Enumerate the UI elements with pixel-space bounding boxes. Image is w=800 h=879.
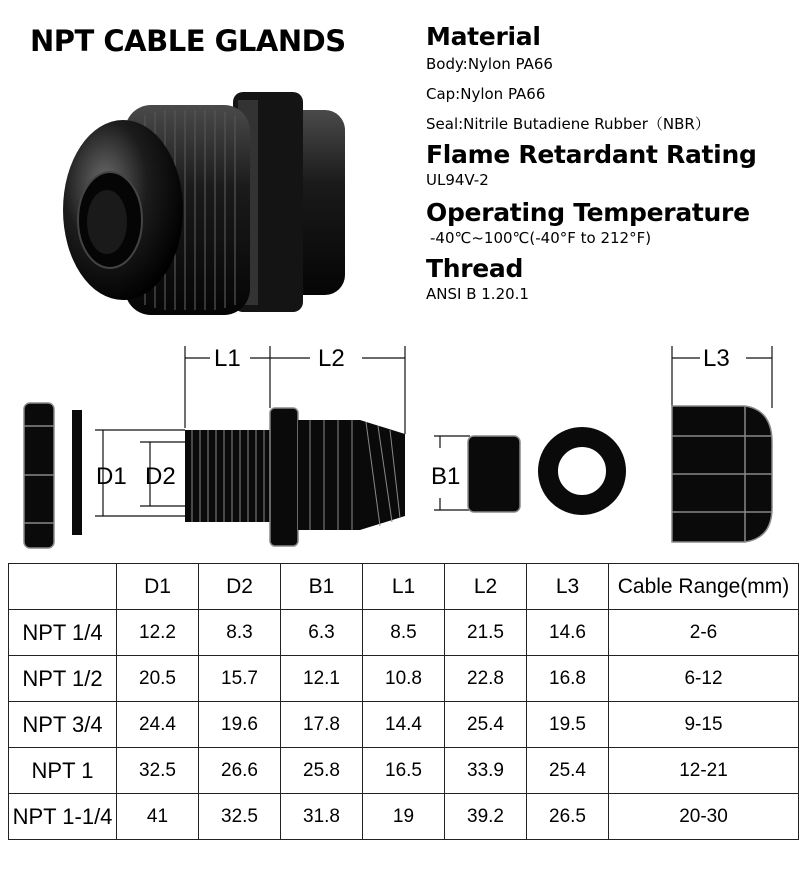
dimension-diagram: [0, 338, 800, 553]
table-cell: 39.2: [445, 794, 527, 840]
row-label: NPT 1/4: [9, 610, 117, 656]
table-row: [9, 748, 799, 794]
row-label: NPT 3/4: [9, 702, 117, 748]
table-cell: 14.6: [527, 610, 609, 656]
material-cap: Cap:Nylon PA66: [426, 85, 546, 103]
flame-heading: Flame Retardant Rating: [426, 140, 757, 169]
l2-label: L2: [318, 345, 345, 372]
temperature-value: -40℃~100℃(-40°F to 212°F): [430, 229, 652, 247]
material-body: Body:Nylon PA66: [426, 55, 553, 73]
seal-bar: [72, 410, 82, 535]
header-cell: B1: [281, 564, 363, 610]
table-cell: 12.2: [117, 610, 199, 656]
gland-clamp-fingers: [298, 420, 405, 530]
gland-body-thread: [185, 430, 270, 522]
table-cell: 8.5: [363, 610, 445, 656]
header-cell: D2: [199, 564, 281, 610]
row-label: NPT 1: [9, 748, 117, 794]
l1-label: L1: [214, 345, 241, 372]
table-row: [9, 702, 799, 748]
table-cell: 25.4: [527, 748, 609, 794]
header-cell: [9, 564, 117, 610]
header-cell: L2: [445, 564, 527, 610]
table-cell: 22.8: [445, 656, 527, 702]
table-cell: 33.9: [445, 748, 527, 794]
table-cell: 21.5: [445, 610, 527, 656]
seal-insert-front: [548, 437, 616, 505]
table-row: [9, 610, 799, 656]
flame-value: UL94V-2: [426, 171, 489, 189]
table-cell: 15.7: [199, 656, 281, 702]
cable-gland-photo: [55, 70, 375, 340]
gland-hex-flange: [270, 408, 298, 546]
table-cell: 19.5: [527, 702, 609, 748]
table-cell: 26.6: [199, 748, 281, 794]
d2-label: D2: [145, 463, 176, 490]
material-seal: Seal:Nitrile Butadiene Rubber（NBR）: [426, 115, 710, 133]
seal-insert-side: [468, 436, 520, 512]
table-cell: 8.3: [199, 610, 281, 656]
table-cell: 17.8: [281, 702, 363, 748]
thread-heading: Thread: [426, 254, 524, 283]
table-cell: 41: [117, 794, 199, 840]
table-cell: 26.5: [527, 794, 609, 840]
table-cell: 24.4: [117, 702, 199, 748]
table-cell: 32.5: [199, 794, 281, 840]
row-label: NPT 1/2: [9, 656, 117, 702]
table-cell: 12.1: [281, 656, 363, 702]
header-cell: D1: [117, 564, 199, 610]
table-cell: 16.5: [363, 748, 445, 794]
table-cell: 9-15: [609, 702, 799, 748]
b1-label: B1: [431, 463, 461, 490]
header-cell: Cable Range(mm): [609, 564, 799, 610]
header-cell: L3: [527, 564, 609, 610]
cap-nut-side-view: [24, 403, 54, 548]
table-cell: 16.8: [527, 656, 609, 702]
table-cell: 6-12: [609, 656, 799, 702]
table-cell: 20.5: [117, 656, 199, 702]
table-cell: 14.4: [363, 702, 445, 748]
temperature-heading: Operating Temperature: [426, 198, 750, 227]
d1-label: D1: [96, 463, 127, 490]
table-cell: 32.5: [117, 748, 199, 794]
table-cell: 31.8: [281, 794, 363, 840]
table-cell: 25.4: [445, 702, 527, 748]
table-cell: 10.8: [363, 656, 445, 702]
table-cell: 20-30: [609, 794, 799, 840]
table-row: [9, 794, 799, 840]
table-cell: 25.8: [281, 748, 363, 794]
cap-nut-front-view: [672, 406, 772, 542]
material-heading: Material: [426, 22, 541, 51]
thread-value: ANSI B 1.20.1: [426, 285, 529, 303]
table-cell: 2-6: [609, 610, 799, 656]
table-header-row: [9, 564, 799, 610]
header-cell: L1: [363, 564, 445, 610]
table-cell: 19.6: [199, 702, 281, 748]
table-row: [9, 656, 799, 702]
dimension-table: [8, 563, 799, 840]
table-cell: 19: [363, 794, 445, 840]
table-cell: 6.3: [281, 610, 363, 656]
specifications: [426, 22, 796, 304]
table-cell: 12-21: [609, 748, 799, 794]
page-title: NPT CABLE GLANDS: [30, 24, 346, 58]
l3-label: L3: [703, 345, 730, 372]
row-label: NPT 1-1/4: [9, 794, 117, 840]
